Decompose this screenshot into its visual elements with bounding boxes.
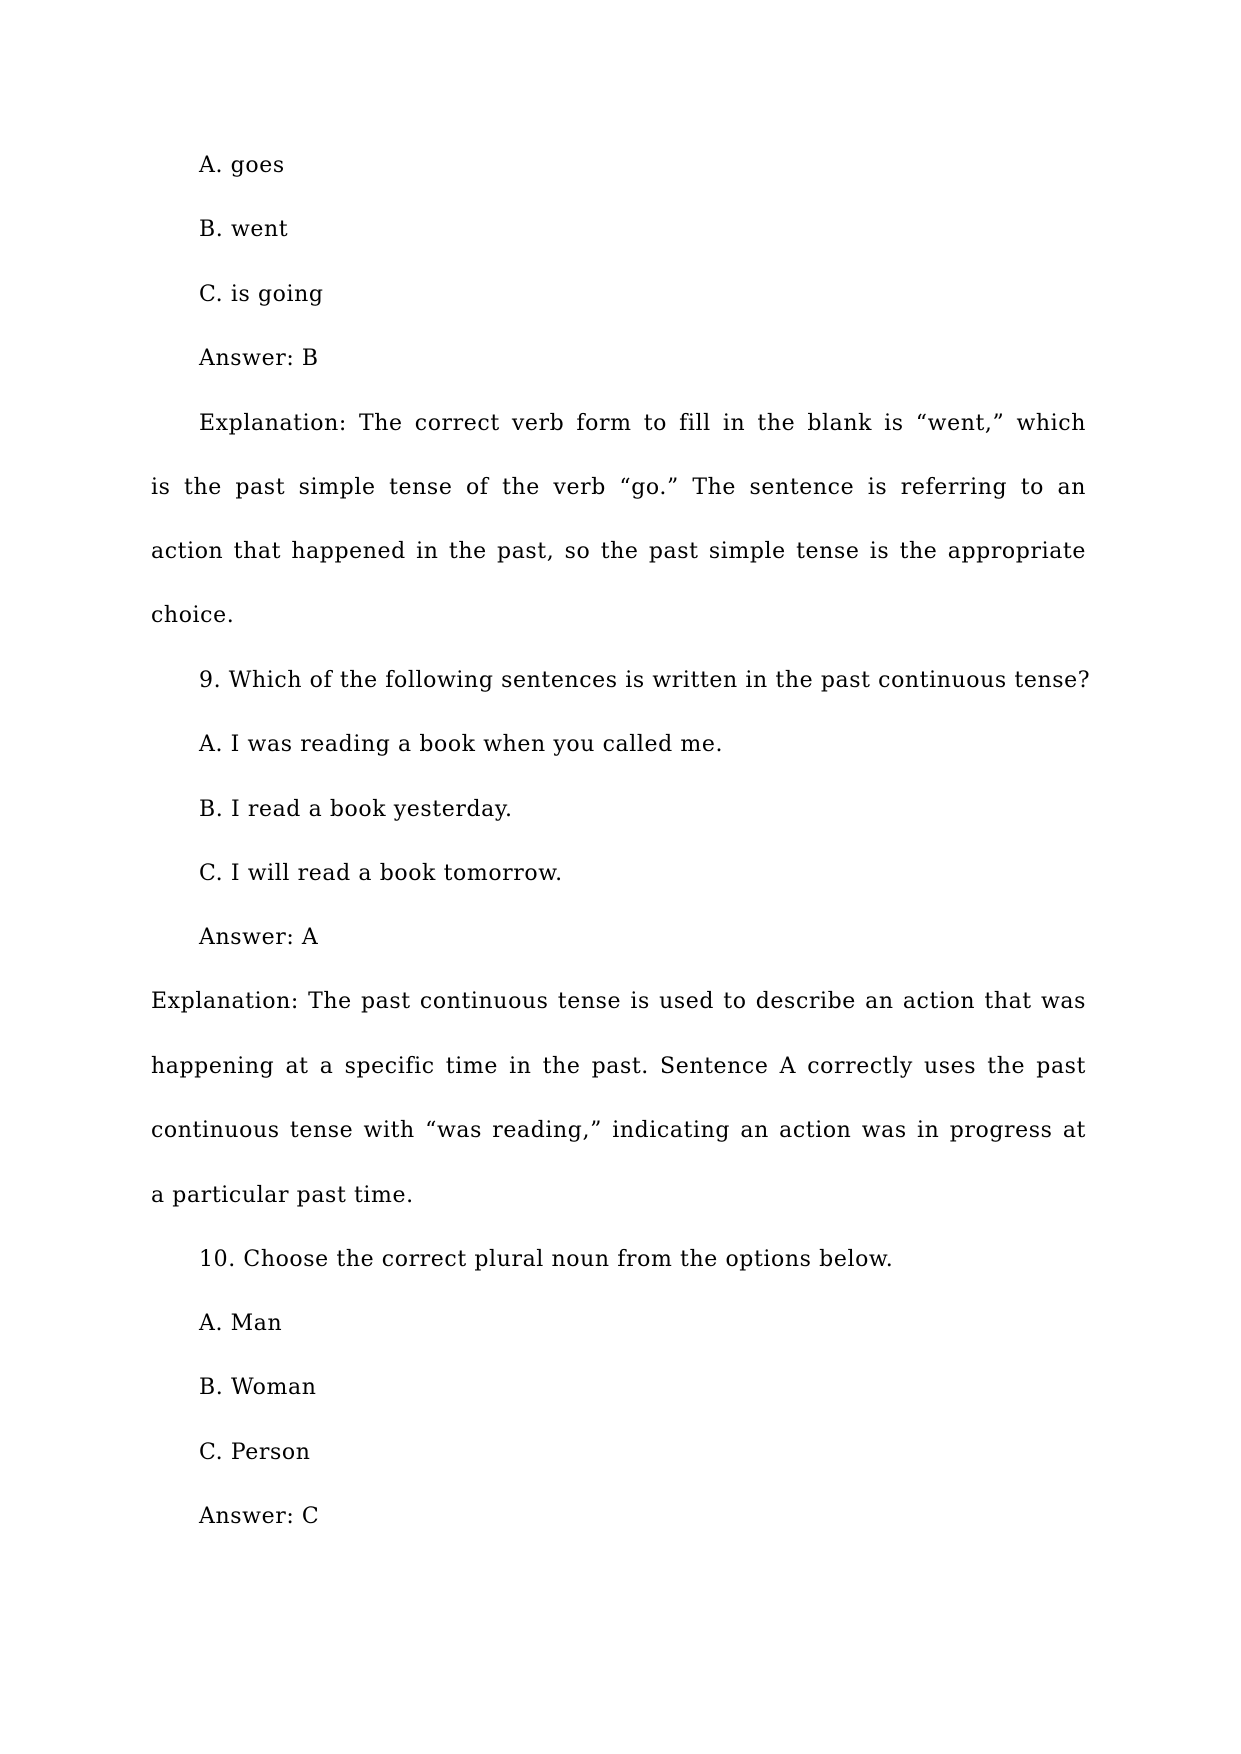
q9-option-b: B. I read a book yesterday. xyxy=(199,797,513,822)
q9-explanation-line-2: happening at a specific time in the past. Sentence A correctly uses the past xyxy=(151,1054,1086,1079)
q10-question: 10. Choose the correct plural noun from the options below. xyxy=(199,1247,894,1272)
q8-explanation-line-1: Explanation: The correct verb form to fill in the blank is “went,” which xyxy=(199,411,1086,436)
q9-explanation-line-1: Explanation: The past continuous tense is used to describe an action that was xyxy=(151,989,1086,1014)
q10-option-a: A. Man xyxy=(199,1311,283,1336)
q10-option-c: C. Person xyxy=(199,1440,311,1465)
q8-explanation-line-2: is the past simple tense of the verb “go.” The sentence is referring to an xyxy=(151,475,1086,500)
q9-option-c: C. I will read a book tomorrow. xyxy=(199,861,563,886)
q8-option-b: B. went xyxy=(199,217,289,242)
q8-explanation-line-4: choice. xyxy=(151,603,235,628)
q8-option-c: C. is going xyxy=(199,282,324,307)
q8-option-a: A. goes xyxy=(199,153,285,178)
q9-question: 9. Which of the following sentences is written in the past continuous tense? xyxy=(199,668,1091,693)
q8-explanation-line-3: action that happened in the past, so the past simple tense is the appropriate xyxy=(151,539,1086,564)
q9-explanation-line-3: continuous tense with “was reading,” indicating an action was in progress at xyxy=(151,1118,1086,1143)
q9-explanation-line-4: a particular past time. xyxy=(151,1183,414,1208)
q10-answer: Answer: C xyxy=(199,1504,320,1529)
q8-answer: Answer: B xyxy=(199,346,319,371)
q9-answer: Answer: A xyxy=(199,925,319,950)
q9-option-a: A. I was reading a book when you called me. xyxy=(199,732,724,757)
q10-option-b: B. Woman xyxy=(199,1375,317,1400)
